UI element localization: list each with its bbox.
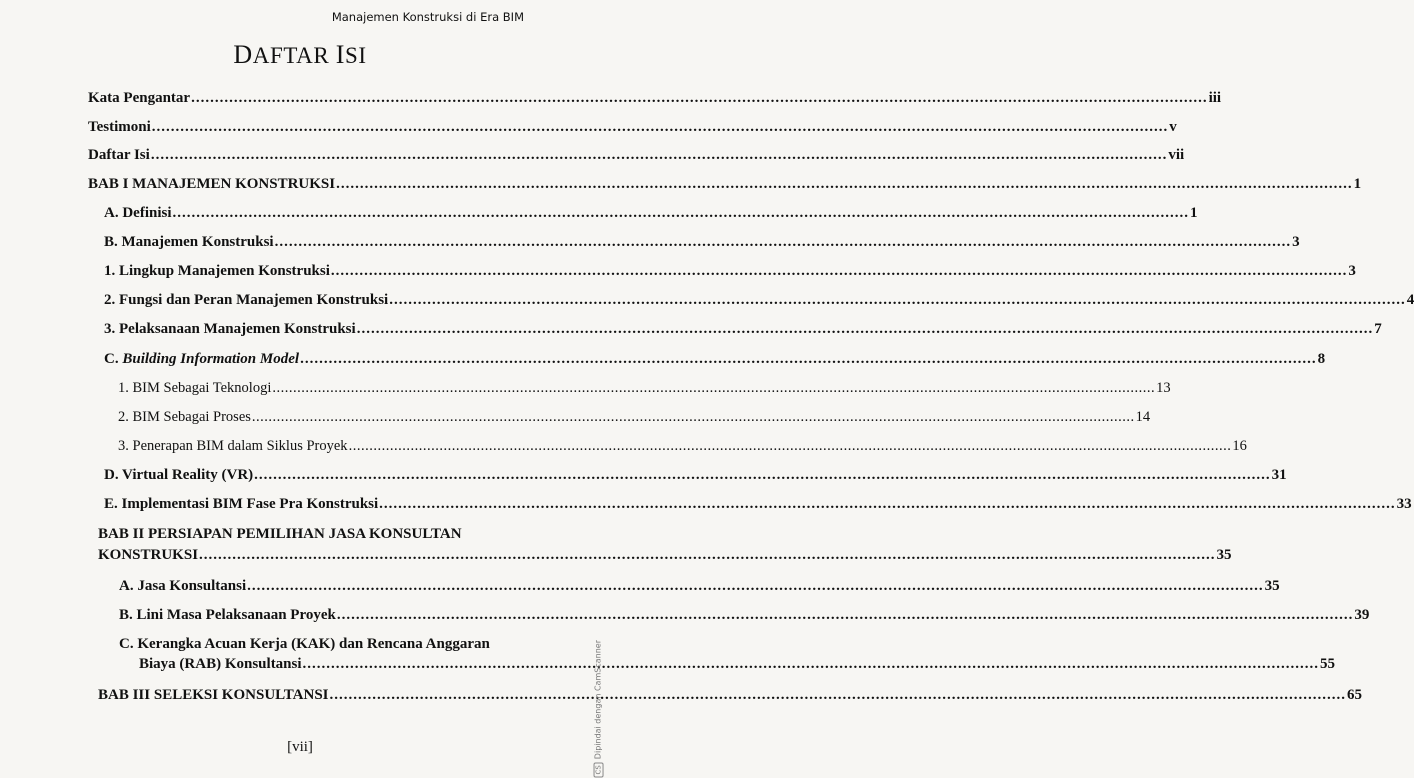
toc-entry-virtual-reality[interactable]: D. Virtual Reality (VR) ..... 31 <box>104 466 527 484</box>
scanner-watermark: CSDipindai dengan CamScanner <box>594 640 604 778</box>
toc-entry-building-information-model[interactable]: C. Building Information Model ..... 8 <box>104 350 527 368</box>
toc-entry-bim-proses[interactable]: 2. BIM Sebagai Proses ..... 14 <box>118 408 527 426</box>
toc-entry-pelaksanaan[interactable]: 3. Pelaksanaan Manajemen Konstruksi ..... 7 <box>104 320 527 338</box>
toc-entry-bab-1[interactable]: BAB I MANAJEMEN KONSTRUKSI ..... 1 <box>88 175 516 193</box>
page-title: DAFTAR ISI <box>233 40 367 69</box>
toc-entry-bab-2-line1[interactable]: BAB II PERSIAPAN PEMILIHAN JASA KONSULTAN <box>98 526 462 542</box>
toc-entry-kata-pengantar[interactable]: Kata Pengantar ..... iii <box>88 89 518 107</box>
running-header: Manajemen Konstruksi di Era BIM <box>331 10 524 24</box>
toc-entry-lingkup[interactable]: 1. Lingkup Manajemen Konstruksi ..... 3 <box>104 262 527 280</box>
toc-entry-manajemen-konstruksi[interactable]: B. Manajemen Konstruksi ..... 3 <box>104 233 527 251</box>
toc-entry-penerapan-bim[interactable]: 3. Penerapan BIM dalam Siklus Proyek ..... 16 <box>118 437 527 455</box>
toc-entry-kak-rab[interactable]: Biaya (RAB) Konsultansi ..... 55 <box>139 655 527 673</box>
toc-entry-definisi[interactable]: A. Definisi ..... 1 <box>104 204 528 222</box>
toc-entry-fungsi-peran[interactable]: 2. Fungsi dan Peran Manajemen Konstruksi ..... 4 <box>104 291 527 309</box>
toc-entry-lini-masa[interactable]: B. Lini Masa Pelaksanaan Proyek ..... 39 <box>119 606 527 624</box>
page-number: [vii] <box>287 739 313 755</box>
toc-entry-kak-line1[interactable]: C. Kerangka Acuan Kerja (KAK) dan Rencana Anggaran <box>119 636 490 652</box>
toc-entry-bim-teknologi[interactable]: 1. BIM Sebagai Teknologi ..... 13 <box>118 379 527 397</box>
toc-entry-daftar-isi[interactable]: Daftar Isi ..... vii <box>88 146 520 164</box>
toc-entry-bab-2[interactable]: KONSTRUKSI ..... 35 <box>98 546 527 564</box>
toc-entry-bab-3[interactable]: BAB III SELEKSI KONSULTANSI ..... 65 <box>98 686 527 704</box>
toc-entry-implementasi-bim[interactable]: E. Implementasi BIM Fase Pra Konstruksi ..... 33 <box>104 495 527 513</box>
toc-entry-jasa-konsultansi[interactable]: A. Jasa Konsultansi ..... 35 <box>119 577 527 595</box>
toc-entry-testimoni[interactable]: Testimoni ..... v <box>88 118 513 136</box>
